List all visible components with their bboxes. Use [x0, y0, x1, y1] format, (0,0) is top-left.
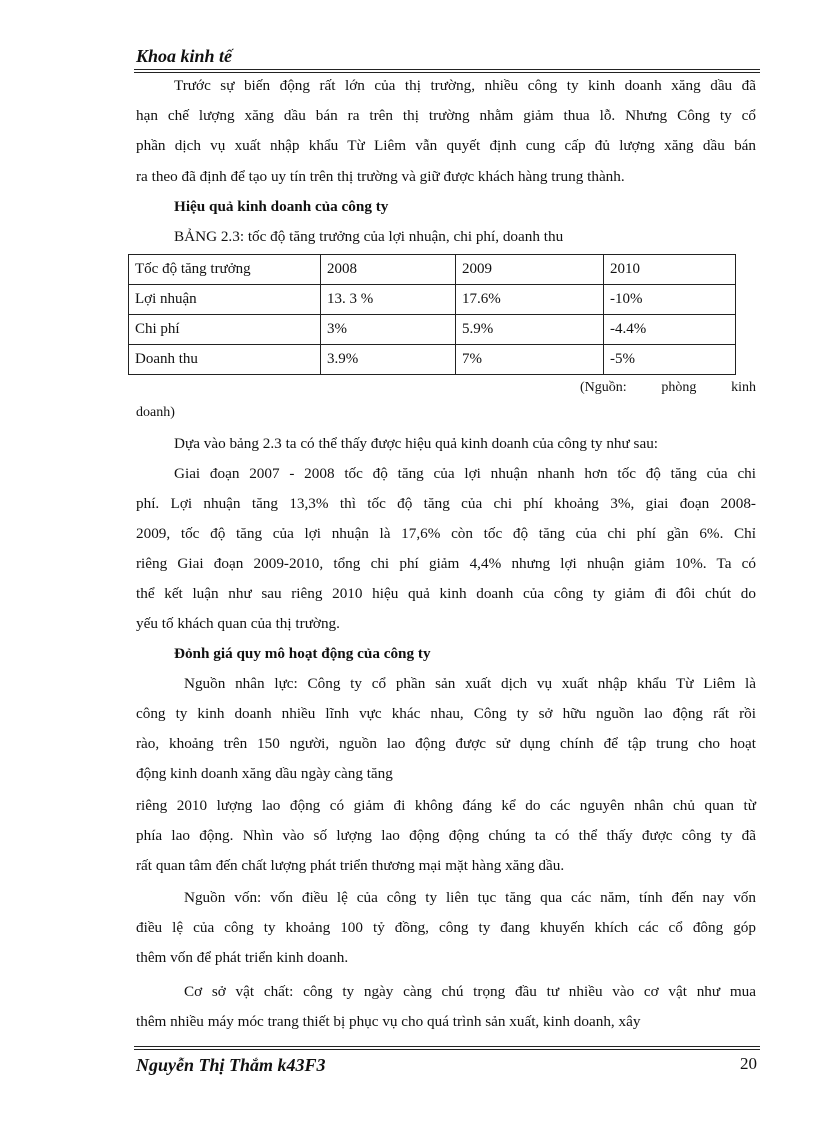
intro-line: hạn chế lượng xăng dầu bán ra trên thị trường nhằm giảm thua lỗ. Nhưng Công ty cổ: [136, 107, 756, 124]
intro-line: Trước sự biến động rất lớn của thị trường, nhiều công ty kinh doanh xăng dầu đã: [174, 77, 756, 94]
table-header-cell: 2008: [321, 255, 456, 285]
table-cell: -5%: [604, 345, 736, 375]
resources-line: rào, khoảng trên 150 người, nguồn lao động được sử dụng chính để tập trung cho hoạt: [136, 735, 756, 752]
resources-line: phía lao động. Nhìn vào số lượng lao động động chúng ta có thể thấy được công ty đã: [136, 827, 756, 844]
analysis-line: Giai đoạn 2007 - 2008 tốc độ tăng của lợi nhuận nhanh hơn tốc độ tăng của chi: [174, 465, 756, 482]
table-header-cell: Tốc độ tăng trưởng: [129, 255, 321, 285]
table-cell: -10%: [604, 285, 736, 315]
table-cell: Chi phí: [129, 315, 321, 345]
table-cell: 7%: [456, 345, 604, 375]
table-cell: Lợi nhuận: [129, 285, 321, 315]
intro-line: ra theo đã định để tạo uy tín trên thị trường và giữ được khách hàng trung thành.: [136, 168, 625, 185]
analysis-line: yếu tố khách quan của thị trường.: [136, 615, 340, 632]
table-cell: 5.9%: [456, 315, 604, 345]
table-cell: -4.4%: [604, 315, 736, 345]
section-heading-efficiency: Hiệu quả kinh doanh của công ty: [174, 198, 389, 215]
table-header-row: [129, 255, 736, 285]
page-number: 20: [740, 1054, 757, 1073]
capital-line: điều lệ của công ty khoảng 100 tỷ đồng, công ty đang khuyến khích các cổ đông góp: [136, 919, 756, 936]
analysis-line: phí. Lợi nhuận tăng 13,3% thì tốc độ tăng của chi phí khoảng 3%, giai đoạn 2008-: [136, 495, 756, 512]
header-title: Khoa kinh tế: [136, 46, 233, 66]
table-row: [129, 285, 736, 315]
table-source: (Nguồn: phòng kinh: [580, 380, 756, 395]
table-row: [129, 345, 736, 375]
table-cell: 13. 3 %: [321, 285, 456, 315]
intro-line: phần dịch vụ xuất nhập khẩu Từ Liêm vẫn quyết định cung cấp đủ lượng xăng dầu bán: [136, 137, 756, 154]
resources-line: động kinh doanh xăng dầu ngày càng tăng: [136, 765, 393, 782]
resources-line: riêng 2010 lượng lao động có giảm đi không đáng kể do các nguyên nhân chủ quan từ: [136, 797, 756, 814]
table-row: [129, 315, 736, 345]
section-heading-scale: Đỏnh giá quy mô hoạt động của công ty: [174, 645, 431, 662]
capital-line: Nguồn vốn: vốn điều lệ của công ty liên tục tăng qua các năm, tính đến nay vốn: [184, 889, 756, 906]
footer-rule: [134, 1046, 760, 1050]
facilities-line: Cơ sở vật chất: công ty ngày càng chú trọng đầu tư nhiều vào cơ vật như mua: [184, 983, 756, 1000]
table-source-cont: doanh): [136, 405, 175, 420]
table-caption: BẢNG 2.3: tốc độ tăng trưởng của lợi nhuận, chi phí, doanh thu: [174, 228, 564, 245]
table-header-cell: 2009: [456, 255, 604, 285]
resources-line: công ty kinh doanh nhiều lĩnh vực khác nhau, Công ty sở hữu nguồn lao động rất rồi: [136, 705, 756, 722]
analysis-line: riêng Giai đoạn 2009-2010, tổng chi phí giảm 4,4% nhưng lợi nhuận giảm 10%. Ta có: [136, 555, 756, 572]
table-cell: 17.6%: [456, 285, 604, 315]
footer-author: Nguyễn Thị Thắm k43F3: [136, 1055, 326, 1075]
growth-table: [128, 254, 736, 375]
table-cell: 3.9%: [321, 345, 456, 375]
analysis-line: 2009, tốc độ tăng của lợi nhuận là 17,6% còn tốc độ tăng của chi phí gần 6%. Chỉ: [136, 525, 756, 542]
analysis-line: Dựa vào bảng 2.3 ta có thể thấy được hiệu quả kinh doanh của công ty như sau:: [174, 435, 659, 452]
table-cell: 3%: [321, 315, 456, 345]
capital-line: thêm vốn để phát triển kinh doanh.: [136, 949, 349, 966]
table-cell: Doanh thu: [129, 345, 321, 375]
table-header-cell: 2010: [604, 255, 736, 285]
resources-line: Nguồn nhân lực: Công ty cổ phần sản xuất dịch vụ xuất nhập khẩu Từ Liêm là: [184, 675, 756, 692]
analysis-line: thể kết luận như sau riêng 2010 hiệu quả kinh doanh của công ty giảm đi đôi chút do: [136, 585, 756, 602]
header-rule: [134, 69, 760, 73]
facilities-line: thêm nhiều máy móc trang thiết bị phục vụ cho quá trình sản xuất, kinh doanh, xây: [136, 1013, 641, 1030]
resources-line: rất quan tâm đến chất lượng phát triển thương mại mặt hàng xăng dầu.: [136, 857, 565, 874]
